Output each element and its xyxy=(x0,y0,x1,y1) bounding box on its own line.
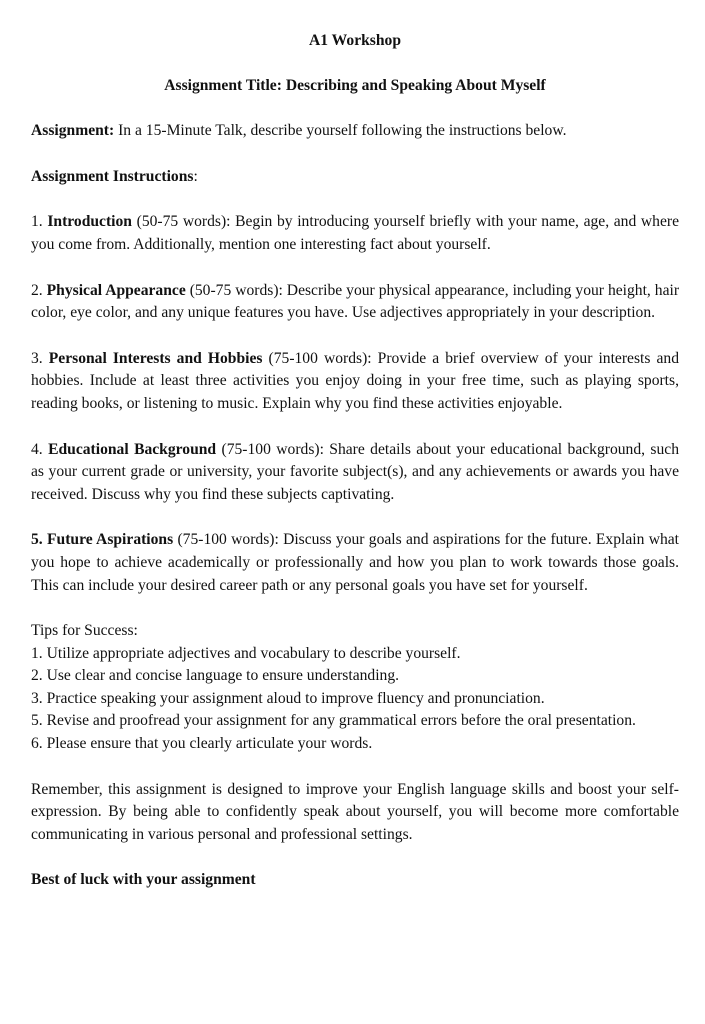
assignment-label: Assignment: xyxy=(31,122,115,140)
assignment-text: In a 15-Minute Talk, describe yourself following the instructions below. xyxy=(114,122,567,140)
section-future-aspirations xyxy=(31,529,679,597)
section-text: (75-100 words): Share details about your educational background, such as your current grade or university, your favorite subject(s), and any achievements or awards you have received. Discuss why you find these subjects captivating. xyxy=(31,440,680,503)
section-personal-interests xyxy=(31,348,679,416)
tip-item: 3. Practice speaking your assignment aloud to improve fluency and pronunciation. xyxy=(31,689,545,707)
section-title: Introduction xyxy=(47,213,132,231)
tip-item: 2. Use clear and concise language to ensure understanding. xyxy=(31,667,400,685)
tip-item: 5. Revise and proofread your assignment for any grammatical errors before the oral presentation. xyxy=(31,712,636,730)
section-educational-background xyxy=(31,439,679,507)
tip-item: 6. Please ensure that you clearly articulate your words. xyxy=(31,735,373,753)
section-text: (75-100 words): Discuss your goals and aspirations for the future. Explain what you hope to achieve academically or professionally and how you plan to work towards those goals. This can include your desired career path or any personal goals you have set for yourself. xyxy=(31,531,680,594)
section-introduction xyxy=(31,211,679,256)
sign-off xyxy=(31,869,679,892)
closing-paragraph: Remember, this assignment is designed to improve your English language skills and boost your self-expression. By being able to confidently speak about yourself, you will become more comfortable communicating in various personal and professional settings. xyxy=(31,780,679,843)
section-text: (50-75 words): Begin by introducing yourself briefly with your name, age, and where you come from. Additionally, mention one interesting fact about yourself. xyxy=(31,213,680,253)
section-number: 5. xyxy=(31,531,47,549)
instructions-colon: : xyxy=(193,167,198,185)
tips-section xyxy=(31,620,679,756)
instructions-heading xyxy=(31,166,679,189)
section-number: 1. xyxy=(31,213,48,231)
section-number: 4. xyxy=(31,440,49,458)
section-number: 2. xyxy=(31,281,47,299)
section-title: Physical Appearance xyxy=(46,281,186,299)
section-text: (75-100 words): Provide a brief overview of your interests and hobbies. Include at least three activities you enjoy doing in your free time, such as playing sports, reading books, or listening to music. Explain why you find these activities enjoyable. xyxy=(31,349,680,412)
section-title: Future Aspirations xyxy=(47,531,174,549)
instructions-label: Assignment Instructions xyxy=(31,167,194,185)
assignment-title: Assignment Title: Describing and Speaking About Myself xyxy=(164,76,546,94)
section-physical-appearance xyxy=(31,280,679,325)
section-text: (50-75 words): Describe your physical appearance, including your height, hair color, eye color, and any unique features you have. Use adjectives appropriately in your description. xyxy=(31,281,680,322)
document-page xyxy=(31,30,679,892)
tips-list xyxy=(31,643,679,756)
sign-off-text: Best of luck with your assignment xyxy=(31,871,256,889)
tip-item: 1. Utilize appropriate adjectives and vocabulary to describe yourself. xyxy=(31,644,461,662)
section-title: Educational Background xyxy=(48,440,217,458)
assignment-line xyxy=(31,120,679,143)
section-title: Personal Interests and Hobbies xyxy=(48,349,263,367)
document-heading: A1 Workshop xyxy=(308,32,401,49)
tips-heading: Tips for Success: xyxy=(31,622,138,640)
section-number: 3. xyxy=(31,349,49,367)
